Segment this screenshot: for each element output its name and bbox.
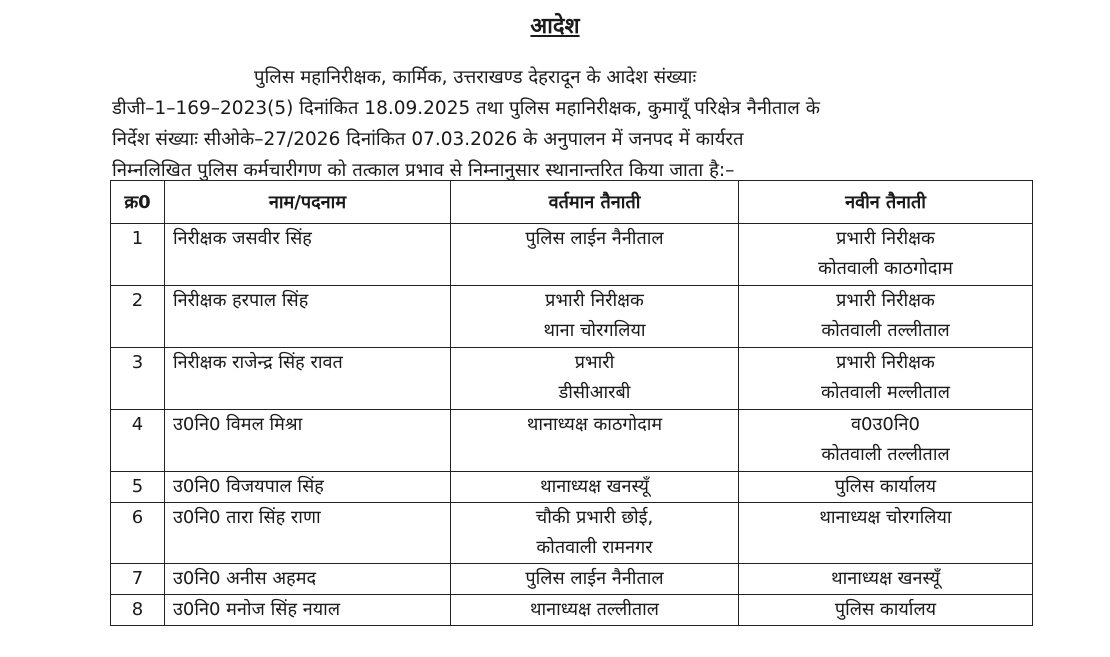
- cell-current-posting: [451, 503, 739, 564]
- new-posting-line: प्रभारी निरीक्षक: [836, 290, 935, 311]
- current-posting-line: थानाध्यक्ष काठगोदाम: [526, 414, 663, 435]
- new-posting-line: प्रभारी निरीक्षक: [836, 228, 935, 249]
- current-posting-line: चौकी प्रभारी छोई,: [535, 507, 654, 528]
- new-posting-line: कोतवाली तल्लीताल: [821, 320, 950, 341]
- sn-text: 6: [131, 507, 144, 528]
- sn-text: 7: [131, 568, 144, 589]
- cell-name: [165, 348, 451, 410]
- cell-name: [165, 410, 451, 472]
- cell-name: [165, 503, 451, 564]
- name-text: उ0नि0 तारा सिंह राणा: [173, 507, 321, 528]
- name-text: निरीक्षक राजेन्द्र सिंह रावत: [173, 352, 343, 373]
- sn-text: 3: [131, 352, 144, 373]
- paragraph-line: निम्नलिखित पुलिस कर्मचारीगण को तत्काल प्रभाव से निम्नानुसार स्थानान्तरित किया जाता है:–: [112, 160, 735, 181]
- name-text: निरीक्षक जसवीर सिंह: [173, 228, 312, 249]
- cell-name: [165, 472, 451, 503]
- paragraph-line: निर्देश संख्याः सीओके–27/2026 दिनांकित 07.03.2026 के अनुपालन में जनपद में कार्यरत: [112, 129, 744, 150]
- current-posting-line: कोतवाली रामनगर: [536, 537, 653, 558]
- sn-text: 2: [131, 290, 144, 311]
- table-body: [111, 224, 1033, 626]
- current-posting-line: पुलिस लाईन नैनीताल: [525, 568, 664, 589]
- header-sn: क्र0: [111, 181, 165, 224]
- cell-new-posting: [739, 472, 1033, 503]
- cell-new-posting: [739, 286, 1033, 348]
- order-title: आदेश: [530, 14, 580, 39]
- cell-new-posting: [739, 564, 1033, 595]
- header-new-posting: नवीन तैनाती: [739, 181, 1033, 224]
- name-text: उ0नि0 मनोज सिंह नयाल: [173, 599, 341, 620]
- table-row: [111, 564, 1033, 595]
- name-text: निरीक्षक हरपाल सिंह: [173, 290, 309, 311]
- new-posting-line: थानाध्यक्ष चोरगलिया: [819, 507, 952, 528]
- new-posting-line: कोतवाली मल्लीताल: [821, 382, 950, 403]
- header-current-posting: वर्तमान तैनाती: [451, 181, 739, 224]
- new-posting-line: कोतवाली तल्लीताल: [821, 444, 950, 465]
- cell-sn: [111, 472, 165, 503]
- order-paragraph: [112, 62, 1030, 186]
- sn-text: 8: [131, 599, 144, 620]
- cell-current-posting: [451, 595, 739, 626]
- header-name: नाम/पदनाम: [165, 181, 451, 224]
- table-row: [111, 595, 1033, 626]
- cell-name: [165, 224, 451, 286]
- table-row: [111, 286, 1033, 348]
- cell-current-posting: [451, 472, 739, 503]
- new-posting-line: प्रभारी निरीक्षक: [836, 352, 935, 373]
- cell-name: [165, 564, 451, 595]
- cell-name: [165, 286, 451, 348]
- new-posting-line: पुलिस कार्यालय: [834, 476, 937, 497]
- cell-new-posting: [739, 503, 1033, 564]
- cell-sn: [111, 503, 165, 564]
- table-header-row: [111, 181, 1033, 224]
- new-posting-line: पुलिस कार्यालय: [834, 599, 937, 620]
- transfer-table: [110, 180, 1033, 626]
- table-row: [111, 410, 1033, 472]
- table-row: [111, 224, 1033, 286]
- current-posting-line: थानाध्यक्ष तल्लीताल: [529, 599, 660, 620]
- current-posting-line: प्रभारी: [574, 352, 615, 373]
- new-posting-line: व0उ0नि0: [851, 414, 920, 435]
- cell-name: [165, 595, 451, 626]
- cell-current-posting: [451, 286, 739, 348]
- name-text: उ0नि0 विमल मिश्रा: [173, 414, 303, 435]
- cell-sn: [111, 410, 165, 472]
- current-posting-line: थाना चोरगलिया: [543, 320, 646, 341]
- cell-sn: [111, 348, 165, 410]
- sn-text: 4: [131, 414, 144, 435]
- current-posting-line: प्रभारी निरीक्षक: [545, 290, 644, 311]
- table-row: [111, 503, 1033, 564]
- name-text: उ0नि0 अनीस अहमद: [173, 568, 317, 589]
- cell-sn: [111, 286, 165, 348]
- name-text: उ0नि0 विजयपाल सिंह: [173, 476, 324, 497]
- paragraph-line: डीजी–1–169–2023(5) दिनांकित 18.09.2025 तथा पुलिस महानिरीक्षक, कुमायूँ परिक्षेत्र नैनीताल के: [112, 98, 820, 119]
- cell-sn: [111, 224, 165, 286]
- cell-sn: [111, 595, 165, 626]
- cell-current-posting: [451, 410, 739, 472]
- new-posting-line: थानाध्यक्ष खनस्यूँ: [831, 568, 940, 589]
- current-posting-line: पुलिस लाईन नैनीताल: [525, 228, 664, 249]
- current-posting-line: डीसीआरबी: [558, 382, 631, 403]
- cell-new-posting: [739, 348, 1033, 410]
- current-posting-line: थानाध्यक्ष खनस्यूँ: [540, 476, 649, 497]
- cell-new-posting: [739, 595, 1033, 626]
- table-row: [111, 472, 1033, 503]
- new-posting-line: कोतवाली काठगोदाम: [818, 258, 953, 279]
- paragraph-line: पुलिस महानिरीक्षक, कार्मिक, उत्तराखण्ड देहरादून के आदेश संख्याः: [254, 67, 697, 88]
- cell-current-posting: [451, 224, 739, 286]
- cell-new-posting: [739, 224, 1033, 286]
- sn-text: 5: [131, 476, 144, 497]
- cell-current-posting: [451, 564, 739, 595]
- sn-text: 1: [131, 228, 144, 249]
- cell-current-posting: [451, 348, 739, 410]
- cell-sn: [111, 564, 165, 595]
- table-row: [111, 348, 1033, 410]
- cell-new-posting: [739, 410, 1033, 472]
